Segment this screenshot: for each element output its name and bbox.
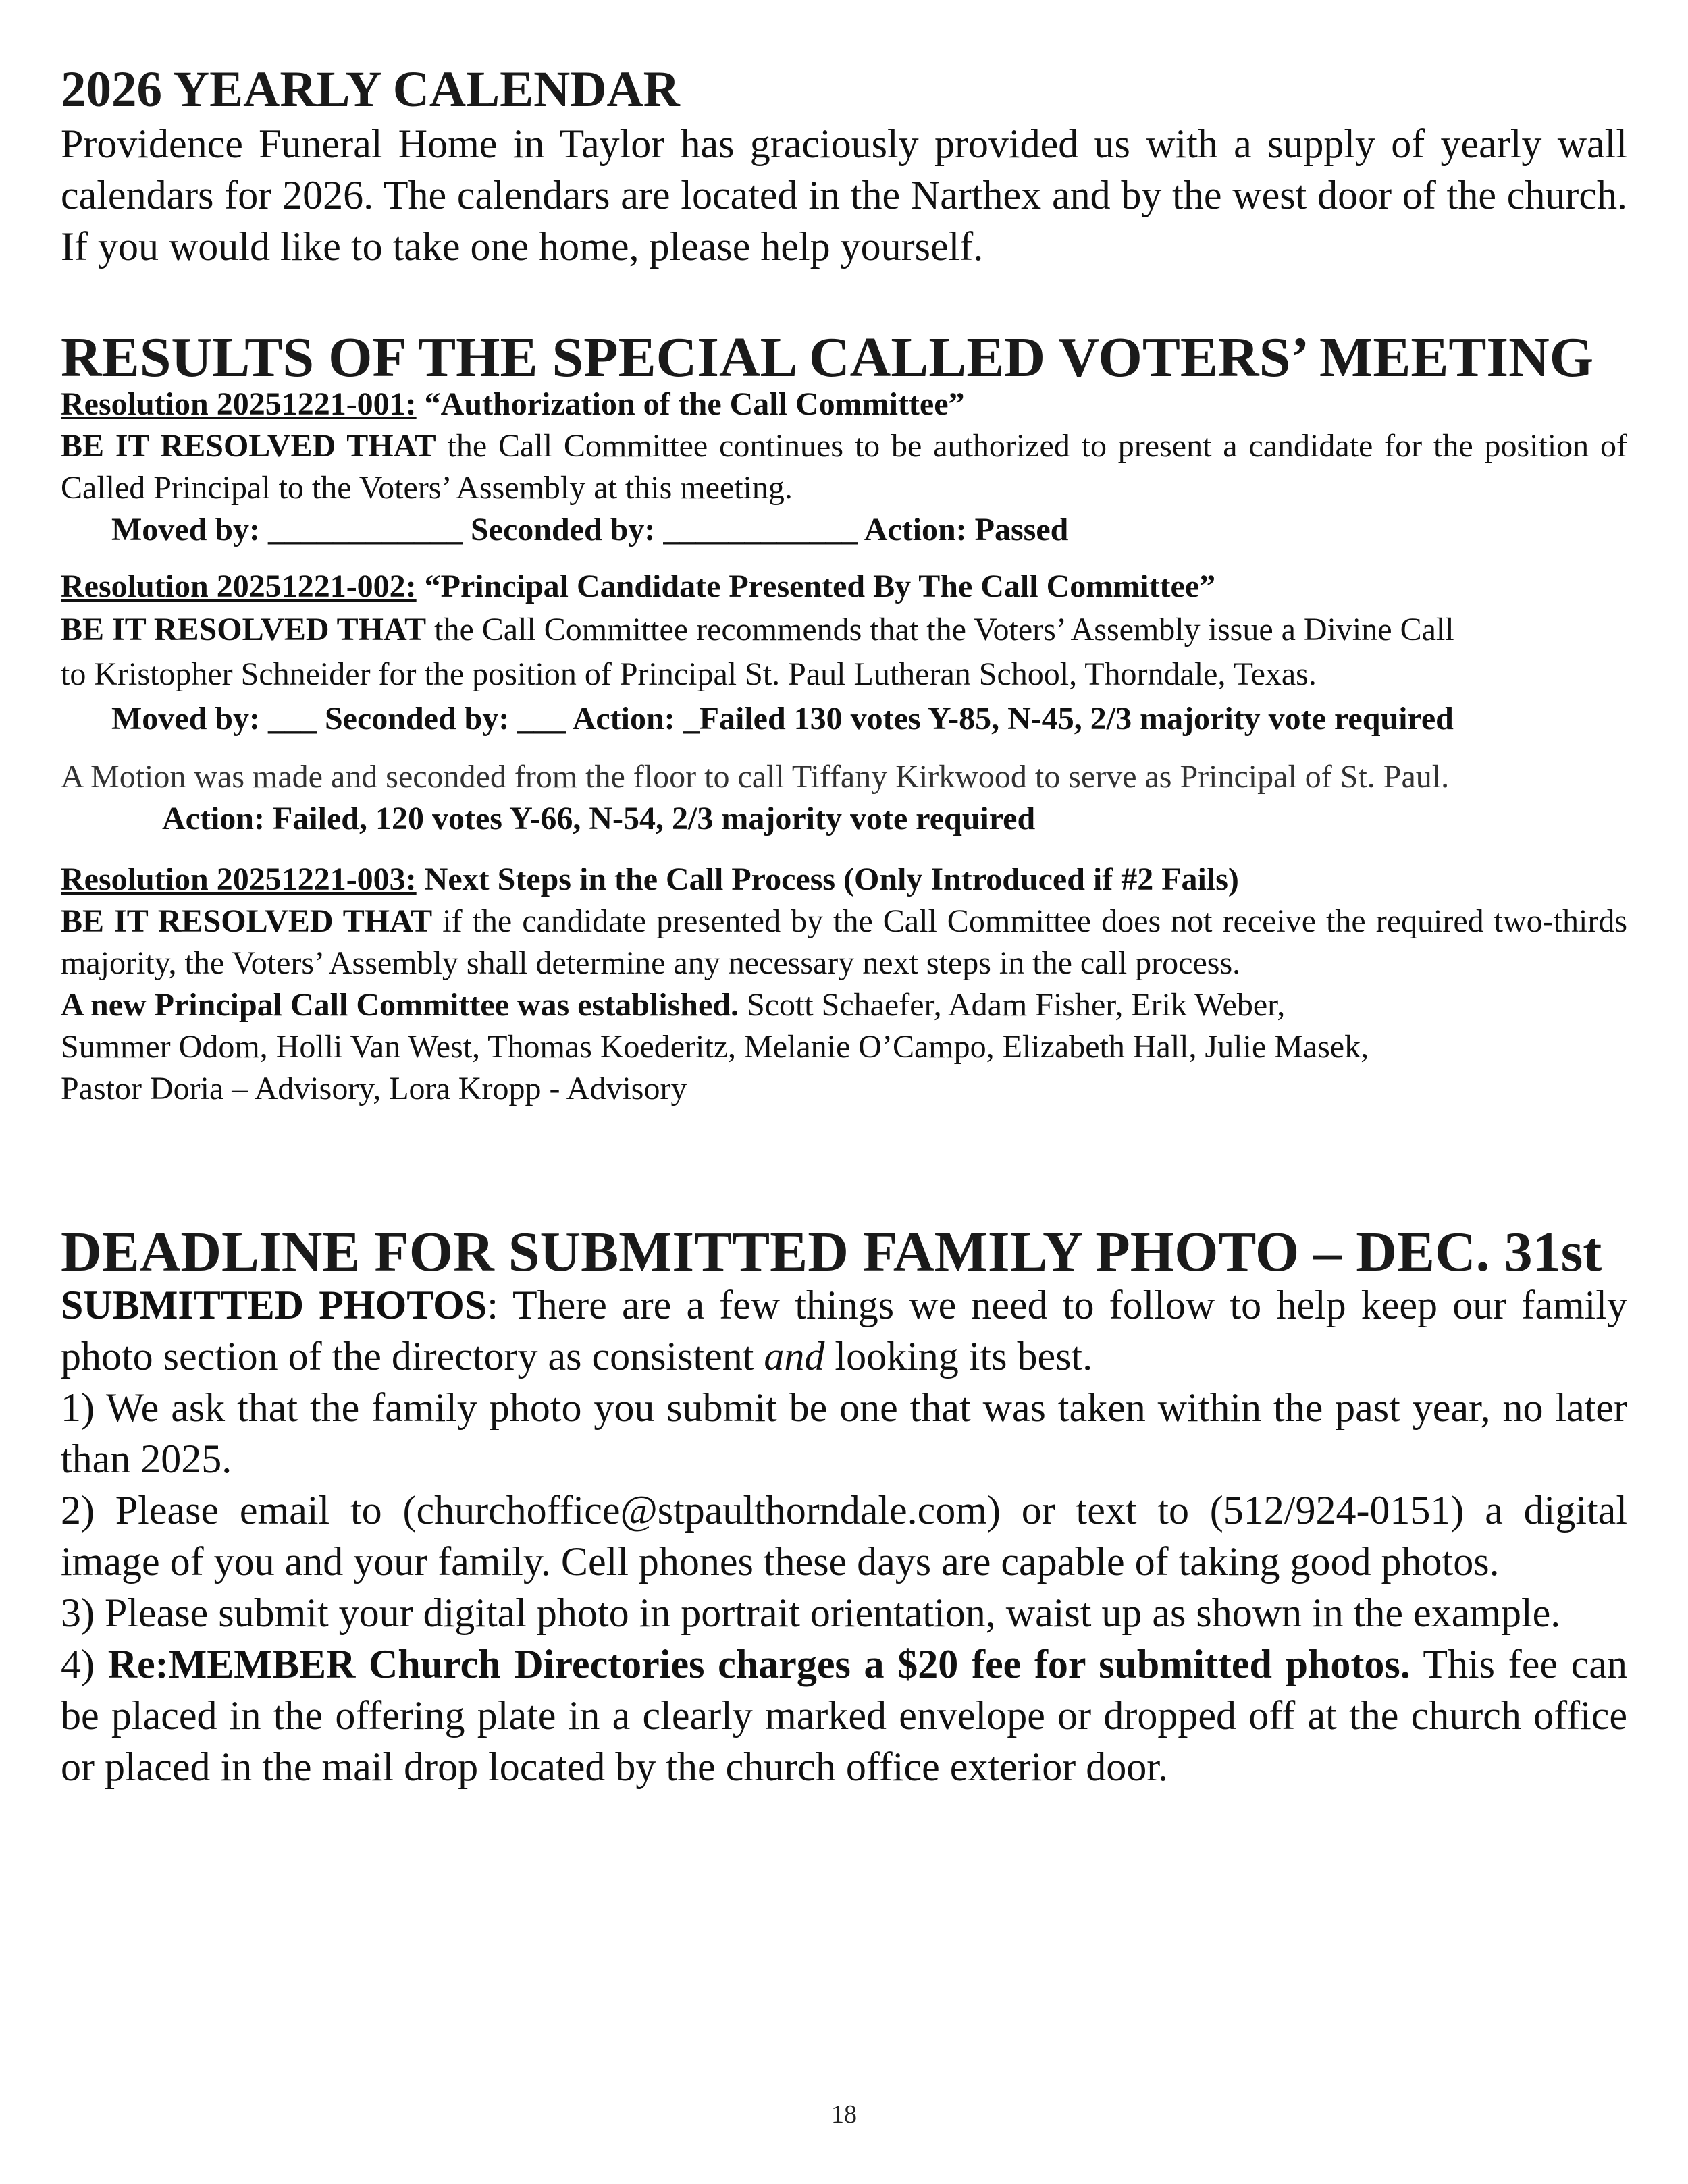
calendar-section — [61, 57, 1627, 272]
photo-deadline-section — [61, 1217, 1627, 1792]
resolution-2-heading — [61, 566, 1627, 608]
resolution-1-vote: Moved by: ____________ Seconded by: ____________ Action: Passed — [111, 512, 1069, 548]
resolution-1-body — [61, 425, 1627, 509]
committee-members-3: Pastor Doria – Advisory, Lora Kropp - Advisory — [61, 1071, 687, 1107]
resolution-2-lead: BE IT RESOLVED THAT — [61, 612, 427, 647]
floor-motion-action: Action: Failed, 120 votes Y-66, N-54, 2/3 majority vote required — [162, 801, 1036, 836]
photo-intro-emphasis: and — [764, 1334, 825, 1379]
committee-members-2: Summer Odom, Holli Van West, Thomas Koederitz, Melanie O’Campo, Elizabeth Hall, Julie Masek, — [61, 1029, 1369, 1065]
committee-lead: A new Principal Call Committee was established. — [61, 987, 739, 1023]
photo-item-3: 3) Please submit your digital photo in portrait orientation, waist up as shown in the example. — [61, 1591, 1561, 1635]
resolution-1-lead: BE IT RESOLVED THAT — [61, 428, 436, 464]
floor-motion — [61, 756, 1627, 840]
resolution-2 — [61, 566, 1627, 741]
resolution-1 — [61, 383, 1627, 551]
calendar-title: 2026 YEARLY CALENDAR — [61, 61, 680, 117]
photo-intro-lead: SUBMITTED PHOTOS — [61, 1283, 487, 1327]
resolution-1-text: the Call Committee continues to be authorized to present a candidate for the position of Called Principal to the Voters’ Assembly at this meeting. — [61, 428, 1628, 506]
resolution-2-body-line2: to Kristopher Schneider for the position of Principal St. Paul Lutheran School, Thorndale, Texas. — [61, 656, 1317, 692]
calendar-body: Providence Funeral Home in Taylor has graciously provided us with a supply of yearly wall calendars for 2026. The calendars are located in the Narthex and by the west door of the church. If you would like to take one home, please help yourself. — [61, 122, 1627, 269]
photo-item-1: 1) We ask that the family photo you submit be one that was taken within the past year, no later than 2025. — [61, 1385, 1627, 1481]
photo-item-4-text: This fee can be placed in the offering plate in a clearly marked envelope or dropped off at the church office or placed in the mail drop located by the church office exterior door. — [61, 1642, 1627, 1789]
page-number: 18 — [831, 2100, 857, 2129]
resolution-2-name: “Principal Candidate Presented By The Call Committee” — [416, 568, 1216, 604]
photo-item-4-fee: Re:MEMBER Church Directories charges a $20 fee for submitted photos. — [107, 1642, 1410, 1686]
voters-meeting-section — [61, 323, 1627, 1110]
photo-intro — [61, 1279, 1627, 1382]
voters-meeting-title: RESULTS OF THE SPECIAL CALLED VOTERS’ MEETING — [61, 326, 1594, 389]
photo-item-4 — [61, 1639, 1627, 1792]
resolution-1-number: Resolution 20251221-001: — [61, 386, 417, 422]
resolution-2-number: Resolution 20251221-002: — [61, 568, 417, 604]
resolution-3-name: Next Steps in the Call Process (Only Introduced if #2 Fails) — [416, 861, 1239, 897]
resolution-2-vote: Moved by: ___ Seconded by: ___ Action: _Failed 130 votes Y-85, N-45, 2/3 majority vote required — [111, 701, 1454, 737]
resolution-2-text-1: the Call Committee recommends that the Voters’ Assembly issue a Divine Call — [426, 612, 1454, 647]
resolution-3-body — [61, 901, 1627, 984]
resolution-3-lead: BE IT RESOLVED THAT — [61, 903, 433, 939]
photo-intro-text-a: : There are a few things we need to follow to help keep our family photo section of the directory as consistent — [61, 1283, 1627, 1379]
resolution-1-name: “Authorization of the Call Committee” — [416, 386, 965, 422]
committee-line-1 — [61, 984, 1627, 1026]
resolution-3-heading — [61, 859, 1627, 901]
resolution-3-number: Resolution 20251221-003: — [61, 861, 417, 897]
photo-intro-text-b: looking its best. — [824, 1334, 1093, 1379]
photo-item-4-number: 4) — [61, 1642, 108, 1686]
resolution-3 — [61, 859, 1627, 1110]
photo-item-2: 2) Please email to (churchoffice@stpaulthorndale.com) or text to (512/924-0151) a digital image of you and your family. Cell phones these days are capable of taking good photos. — [61, 1488, 1627, 1584]
resolution-2-body-line1 — [61, 608, 1627, 652]
floor-motion-text: A Motion was made and seconded from the floor to call Tiffany Kirkwood to serve as Principal of St. Paul. — [61, 759, 1450, 795]
resolution-3-text: if the candidate presented by the Call Committee does not receive the required two-thirds majority, the Voters’ Assembly shall determine any necessary next steps in the call process. — [61, 903, 1628, 981]
photo-deadline-title: DEADLINE FOR SUBMITTED FAMILY PHOTO – DEC. 31st — [61, 1221, 1602, 1283]
committee-members-1: Scott Schaefer, Adam Fisher, Erik Weber, — [738, 987, 1286, 1023]
